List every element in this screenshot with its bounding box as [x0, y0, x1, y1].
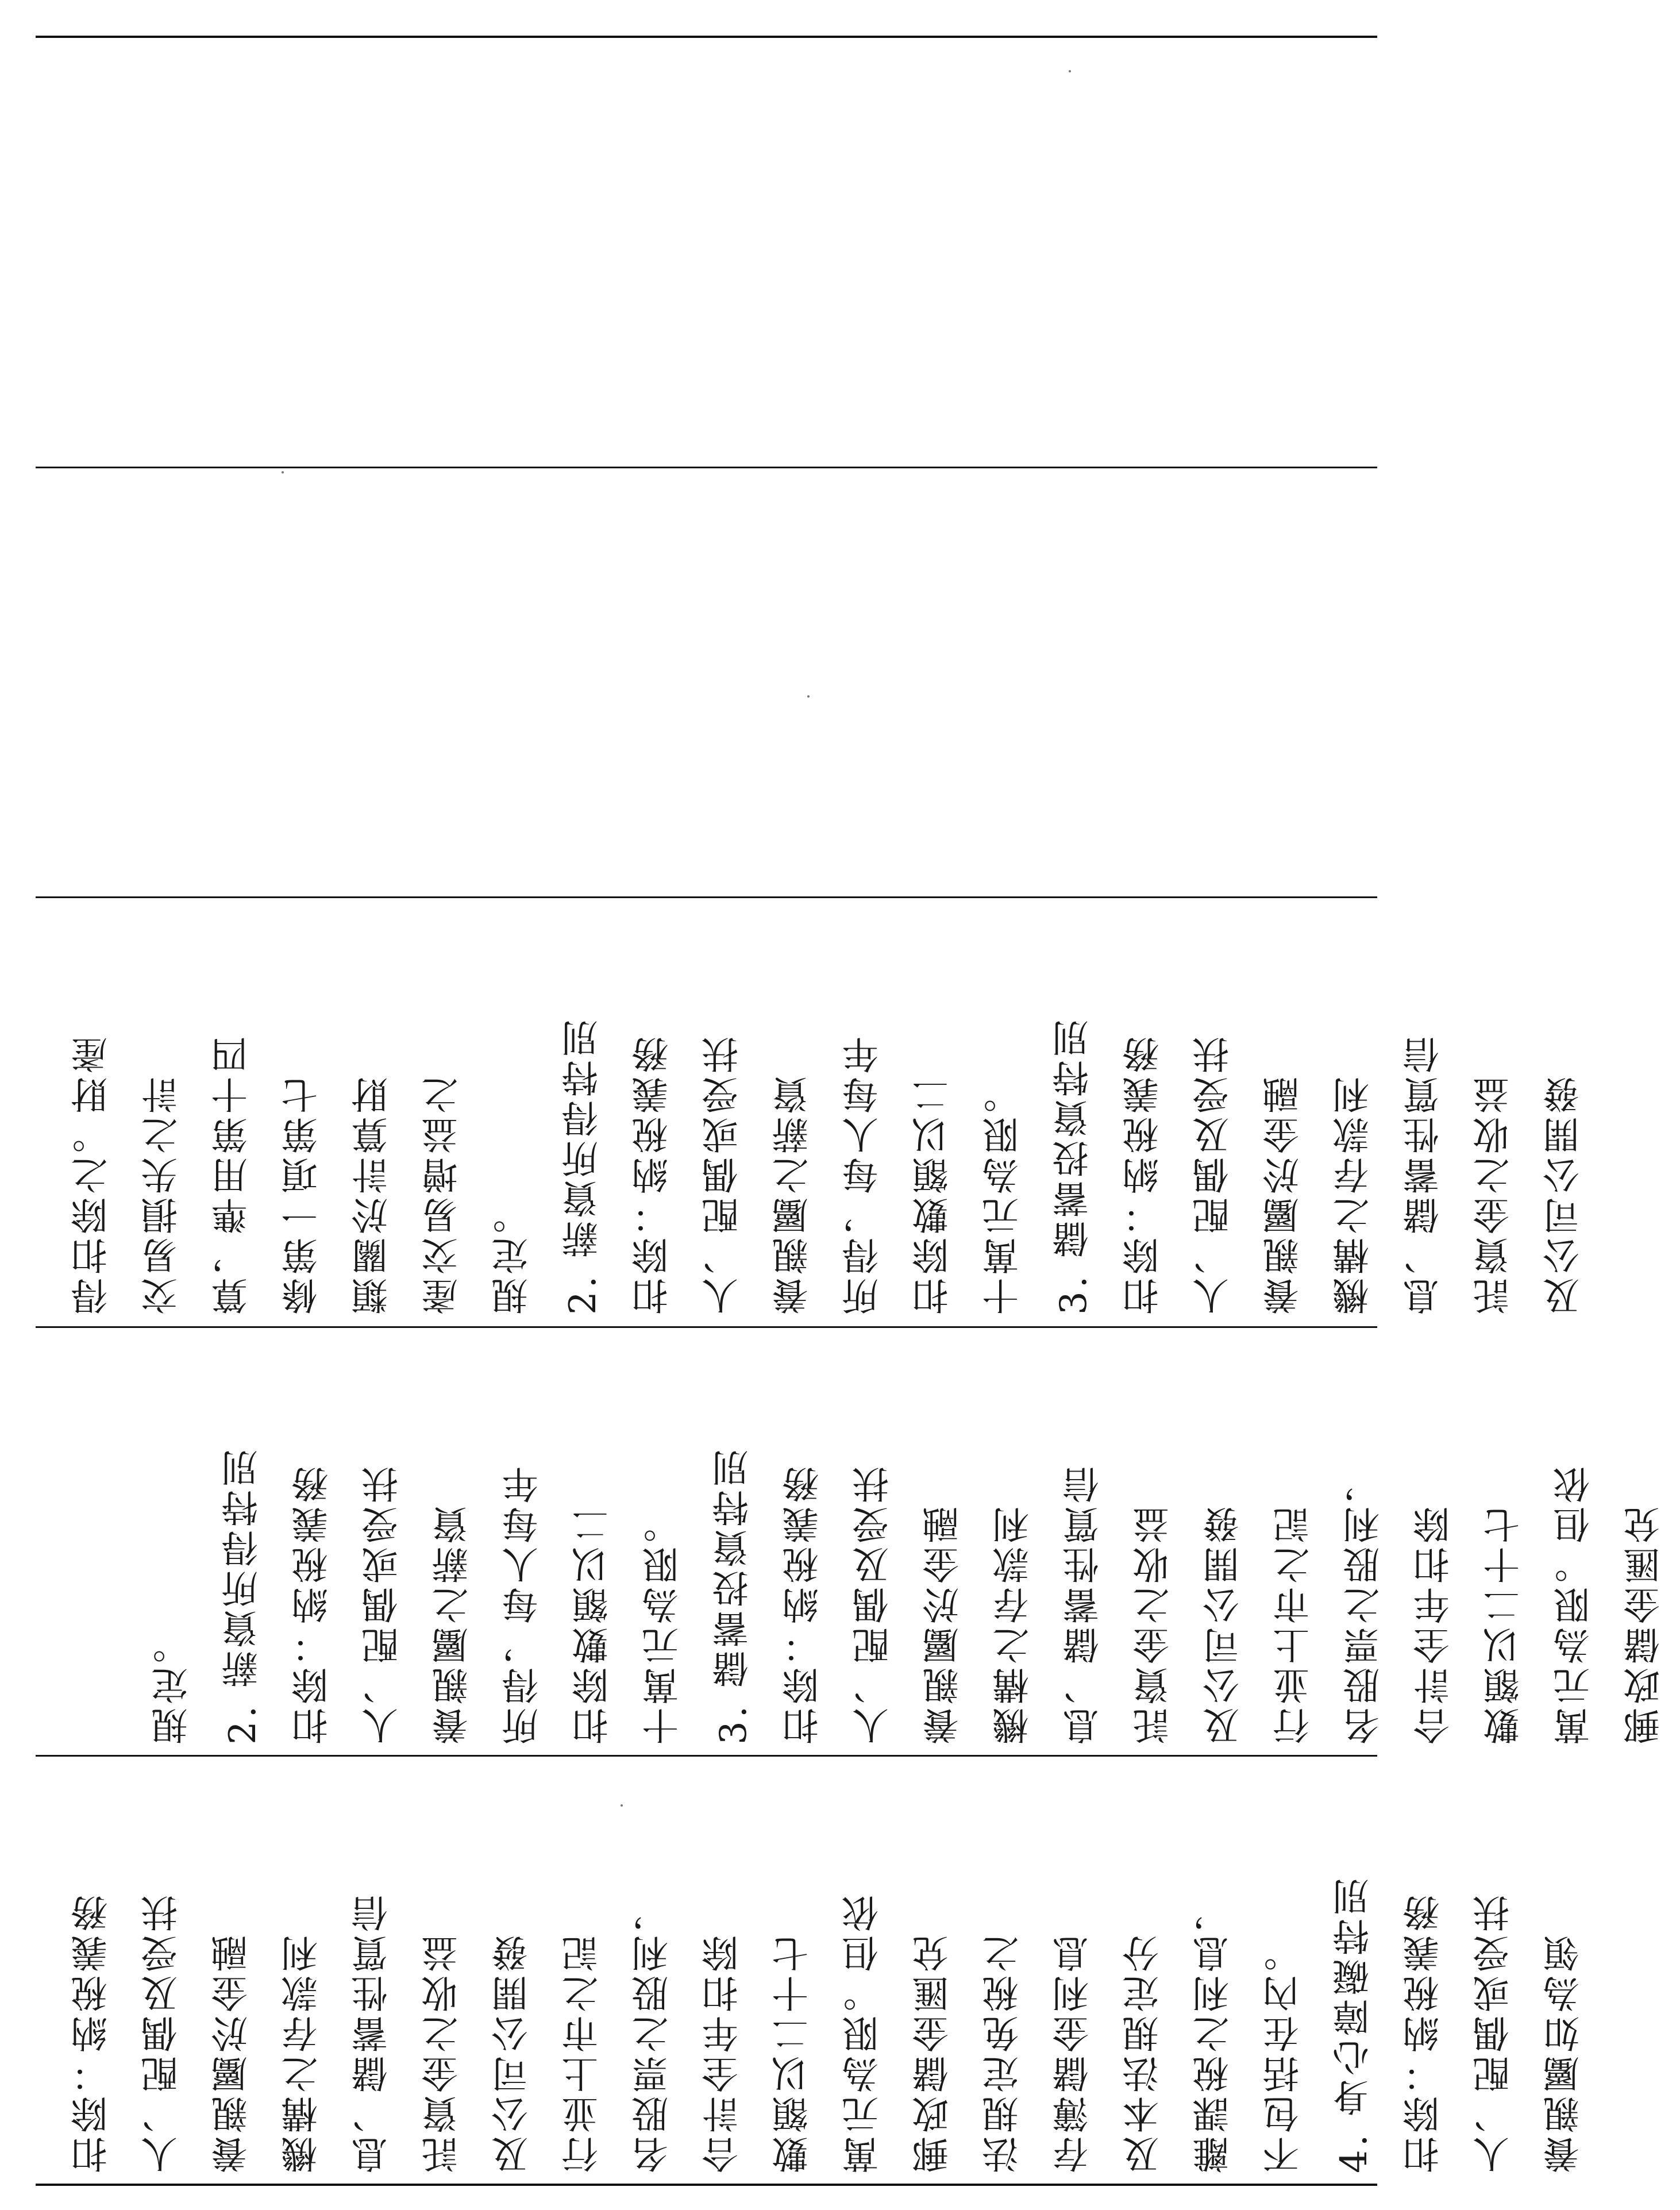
text-line: 行並上市之記 [1273, 1503, 1316, 1745]
text-line: 機構之存款利 [1333, 1073, 1375, 1315]
text-line: 及公司公開發 [492, 1932, 534, 2173]
text-line: 養親屬於金融 [923, 1503, 965, 1745]
text-line: 機構之存款利 [282, 1932, 324, 2173]
text-line: 4. 身心障礙特別 [1333, 1874, 1375, 2173]
text-line: 息、儲蓄性質信 [1063, 1463, 1105, 1745]
text-line: 合計全年扣除 [702, 1932, 745, 2173]
bottom-border-rule [36, 2184, 1377, 2186]
text-line: 及本法規定分 [1123, 1932, 1165, 2173]
scan-speck [807, 695, 810, 698]
text-line: 機構之存款利 [993, 1503, 1035, 1745]
text-line: 息、儲蓄性質信 [352, 1892, 394, 2173]
text-line: 算，準用第十四 [211, 1033, 254, 1315]
text-line: 名股票之股利， [632, 1892, 675, 2173]
text-line: 託資金之收益 [1473, 1073, 1516, 1315]
text-line: 得扣除之。財產 [71, 1033, 114, 1315]
text-line: 類關於計算財 [352, 1073, 394, 1315]
section-divider-rule [36, 467, 1377, 468]
text-line: 扣除數額以二 [912, 1073, 955, 1315]
text-line: 合計全年扣除 [1413, 1503, 1456, 1745]
text-line: 人、配偶及受扶 [141, 1892, 184, 2173]
text-line: 名股票之股利， [1343, 1463, 1386, 1745]
text-block-a [57, 1777, 1600, 2173]
text-line: 息、儲蓄性質信 [1403, 1033, 1446, 1315]
text-line: 及公司公開發 [1203, 1503, 1246, 1745]
text-line: 所得，每人每年 [842, 1033, 885, 1315]
scan-speck [621, 1804, 623, 1807]
text-line: 十萬元為限。 [982, 1073, 1025, 1315]
text-line: 規定。 [492, 1194, 534, 1315]
text-line: 數額以二十七 [1484, 1503, 1526, 1745]
text-line: 養親屬於金融 [1263, 1073, 1305, 1315]
text-line: 萬元為限。但依 [842, 1892, 885, 2173]
text-line: 託資金之收益 [422, 1932, 464, 2173]
scan-speck [282, 471, 284, 473]
text-line: 所得，每人每年 [502, 1463, 545, 1745]
text-line: 十萬元為限。 [642, 1503, 685, 1745]
text-line: 扣除：納稅義務 [1403, 1892, 1446, 2173]
text-line: 人、配偶或受扶 [702, 1033, 745, 1315]
text-line: 養親屬於金融 [211, 1932, 254, 2173]
text-line: 人、配偶或受扶 [1473, 1892, 1516, 2173]
text-line: 人、配偶或受扶 [362, 1463, 404, 1745]
text-line: 規定。 [152, 1624, 194, 1745]
text-line: 交易損失之計 [141, 1073, 184, 1315]
text-line: 存簿儲金利息 [1053, 1932, 1095, 2173]
text-line: 離課稅之利息， [1193, 1892, 1235, 2173]
section-divider-rule [36, 1326, 1377, 1328]
section-divider-rule [36, 1755, 1377, 1757]
text-line: 數額以二十七 [772, 1932, 815, 2173]
text-line: 郵政儲金匯兌 [1624, 1503, 1666, 1745]
top-border-rule [36, 36, 1377, 38]
text-line: 扣除：納稅義務 [1123, 1033, 1165, 1315]
text-line: 產交易增益之 [422, 1073, 464, 1315]
text-line: 條第一項第七 [282, 1073, 324, 1315]
text-line: 人、配偶及受扶 [853, 1463, 895, 1745]
text-line: 法規定免稅之 [982, 1932, 1025, 2173]
section-divider-rule [36, 896, 1377, 898]
text-line: 扣除：納稅義務 [292, 1463, 334, 1745]
text-line: 養親屬之薪資 [432, 1503, 475, 1745]
text-line: 託資金之收益 [1133, 1503, 1176, 1745]
text-line: 3. 儲蓄投資特別 [712, 1446, 755, 1745]
scan-speck [1069, 70, 1071, 72]
text-line: 2. 薪資所得特別 [222, 1446, 264, 1745]
text-line: 不包括在內。 [1263, 1932, 1305, 2173]
text-line: 2. 薪資所得特別 [562, 1016, 604, 1315]
text-line: 及公司公開發 [1543, 1073, 1586, 1315]
text-line: 扣除：納稅義務 [632, 1033, 675, 1315]
text-line: 扣除：納稅義務 [783, 1463, 825, 1745]
text-line: 養親屬之薪資 [772, 1073, 815, 1315]
text-line: 養親屬如為領 [1543, 1932, 1586, 2173]
text-block-c [57, 918, 1600, 1315]
text-line: 萬元為限。但依 [1554, 1463, 1596, 1745]
text-line: 人、配偶及受扶 [1193, 1033, 1235, 1315]
text-line: 扣除：納稅義務 [71, 1892, 114, 2173]
text-line: 行並上市之記 [562, 1932, 604, 2173]
text-line: 郵政儲金匯兌 [912, 1932, 955, 2173]
text-line: 扣除數額以二 [572, 1503, 615, 1745]
text-line: 3. 儲蓄投資特別 [1053, 1016, 1095, 1315]
text-block-b [138, 1348, 1680, 1745]
